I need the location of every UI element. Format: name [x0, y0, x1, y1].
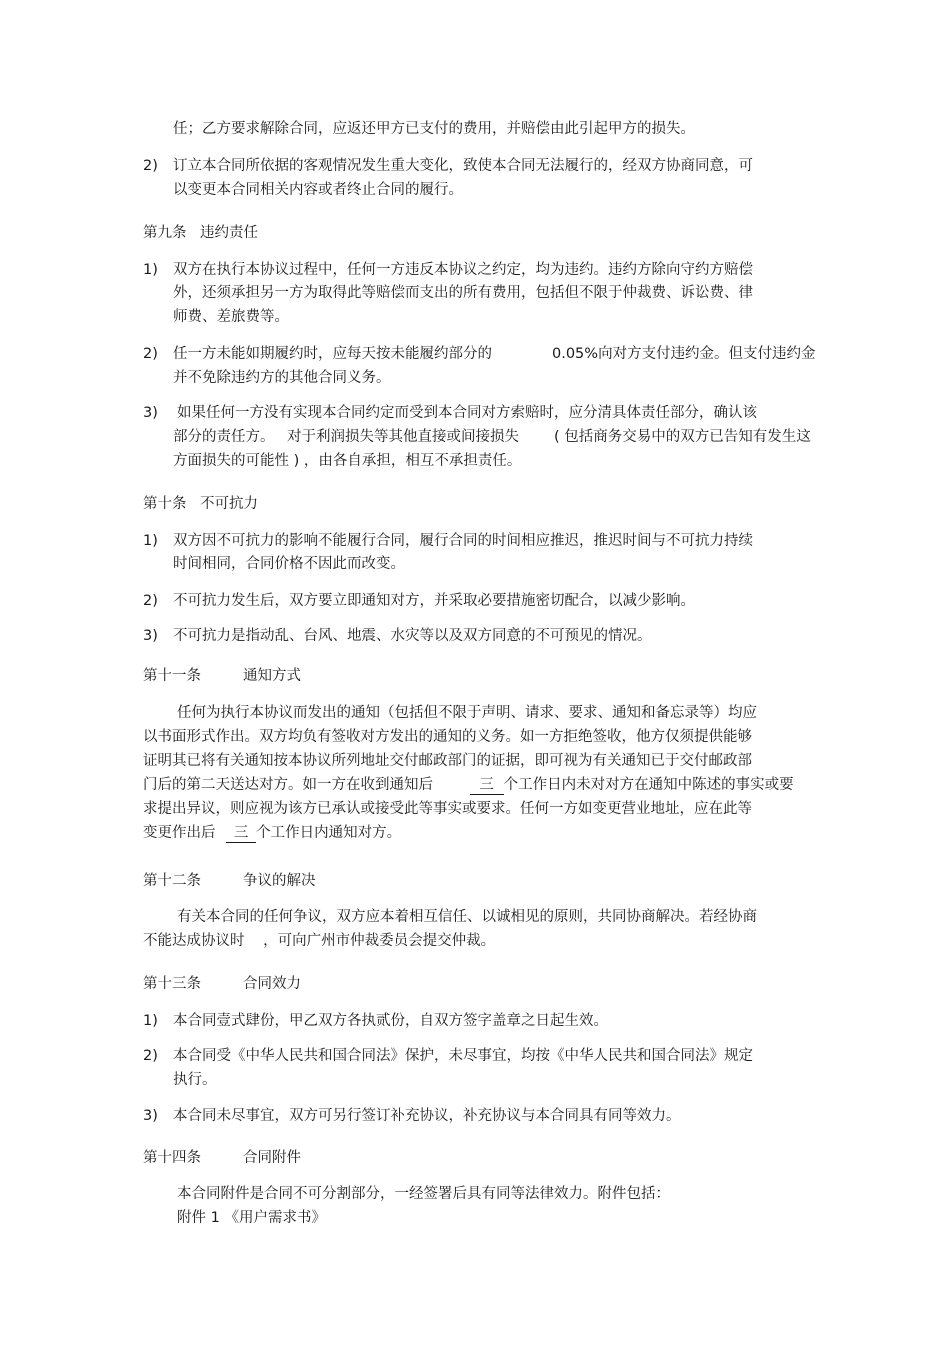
- section10-label: 第十条: [143, 496, 187, 512]
- section11-title: 通知方式: [243, 668, 301, 684]
- section9-item2-line2: 并不免除违约方的其他合同义务。: [173, 370, 391, 386]
- section11-line4-text-b: 个工作日内未对对方在通知中陈述的事实或要: [503, 777, 794, 793]
- section10-item1-line1: 双方因不可抗力的影响不能履行合同，履行合同的时间相应推迟，推迟时间与不可抗力持续: [173, 533, 753, 549]
- section9-label: 第九条: [143, 225, 187, 241]
- section10-item2-line1: 不可抗力发生后，双方要立即通知对方，并采取必要措施密切配合，以减少影响。: [173, 593, 695, 609]
- section8-item2-number: 2): [143, 158, 158, 174]
- section9-item2-line1b: 0.05%向对方支付违约金。但支付违约金: [552, 346, 816, 362]
- section11-line2: 以书面形式作出。双方均负有签收对方发出的通知的义务。如一方拒绝签收，他方仅须提供能够: [143, 729, 752, 745]
- section9-item2-number: 2): [143, 346, 158, 362]
- section11-line6-text-b: 个工作日内通知对方。: [256, 825, 402, 841]
- section11-line4: [143, 775, 794, 795]
- section11-line5: 求提出异议，则应视为该方已承认或接受此等事实或要求。任何一方如变更营业地址，应在此等: [143, 801, 752, 817]
- section11-label: 第十一条: [143, 668, 201, 684]
- section13-item2-number: 2): [143, 1048, 158, 1064]
- section14-label: 第十四条: [143, 1150, 201, 1166]
- section14-title: 合同附件: [243, 1150, 301, 1166]
- section13-item1-number: 1): [143, 1013, 158, 1029]
- section11-line6: [143, 823, 401, 843]
- section10-heading: [143, 494, 258, 514]
- section9-item1-line2: 外，还须承担另一方为取得此等赔偿而支出的所有费用，包括但不限于仲裁费、诉讼费、律: [173, 285, 753, 301]
- section8-continuation-line: 任；乙方要求解除合同，应返还甲方已支付的费用，并赔偿由此引起甲方的损失。: [173, 121, 695, 137]
- section12-title: 争议的解决: [243, 873, 316, 889]
- section9-item3-line2a: 部分的责任方。: [173, 429, 275, 445]
- section13-title: 合同效力: [243, 976, 301, 992]
- section13-item2-line2: 执行。: [173, 1072, 217, 1088]
- section12-line2: [143, 931, 495, 951]
- section10-item1-line2: 时间相同，合同价格不因此而改变。: [173, 556, 405, 572]
- section9-title: 违约责任: [200, 225, 258, 241]
- section9-item3-line2c: ( 包括商务交易中的双方已告知有发生这: [554, 429, 811, 445]
- section10-item3-number: 3): [143, 628, 158, 644]
- section13-label: 第十三条: [143, 976, 201, 992]
- section9-item3-number: 3): [143, 405, 158, 421]
- section9-item3-line3: 方面损失的可能性 ) ，由各自承担，相互不承担责任。: [173, 453, 522, 469]
- section10-item2-number: 2): [143, 593, 158, 609]
- section10-item1-number: 1): [143, 533, 158, 549]
- section13-item3-number: 3): [143, 1108, 158, 1124]
- section12-heading: [143, 871, 316, 891]
- section11-line6-text-a: 变更作出后: [143, 825, 216, 841]
- section14-heading: [143, 1148, 301, 1168]
- section11-line1: 任何为执行本协议而发出的通知（包括但不限于声明、请求、要求、通知和备忘录等）均应: [177, 705, 757, 721]
- section11-heading: [143, 666, 301, 686]
- section9-item3-line1: 如果任何一方没有实现本合同约定而受到本合同对方索赔时，应分清具体责任部分，确认该: [177, 405, 757, 421]
- section12-line2-text-a: 不能达成协议时: [143, 933, 245, 949]
- section9-heading: [143, 223, 258, 243]
- section12-line1: 有关本合同的任何争议，双方应本着相互信任、以诚相见的原则，共同协商解决。若经协商: [177, 909, 757, 925]
- section12-label: 第十二条: [143, 873, 201, 889]
- section9-item1-number: 1): [143, 262, 158, 278]
- section11-line3: 证明其已将有关通知按本协议所列地址交付邮政部门的证据，即可视为有关通知已于交付邮政部: [143, 753, 752, 769]
- section10-title: 不可抗力: [200, 496, 258, 512]
- section8-item2-line1: 订立本合同所依据的客观情况发生重大变化，致使本合同无法履行的，经双方协商同意，可: [173, 158, 753, 174]
- section13-item3-line1: 本合同未尽事宜，双方可另行签订补充协议，补充协议与本合同具有同等效力。: [173, 1108, 681, 1124]
- section14-attachment: 附件 1 《用户需求书》: [177, 1210, 326, 1226]
- section14-line1: 本合同附件是合同不可分割部分，一经签署后具有同等法律效力。附件包括：: [177, 1186, 670, 1202]
- section8-item2-line2: 以变更本合同相关内容或者终止合同的履行。: [173, 182, 463, 198]
- section13-item1-line1: 本合同壹式肆份，甲乙双方各执贰份，自双方签字盖章之日起生效。: [173, 1013, 608, 1029]
- section12-line2-text-b: ，可向广州市仲裁委员会提交仲裁。: [263, 933, 496, 949]
- section9-item3-line2b: 对于利润损失等其他直接或间接损失: [287, 429, 519, 445]
- section11-line4-blank: 三: [470, 776, 504, 795]
- section11-line4-text-a: 门后的第二天送达对方。如一方在收到通知后: [143, 777, 433, 793]
- section10-item3-line1: 不可抗力是指动乱、台风、地震、水灾等以及双方同意的不可预见的情况。: [173, 628, 652, 644]
- section9-item2-line1a: 任一方未能如期履约时，应每天按未能履约部分的: [173, 346, 492, 362]
- section13-heading: [143, 974, 301, 994]
- section9-item1-line3: 师费、差旅费等。: [173, 309, 289, 325]
- section9-item1-line1: 双方在执行本协议过程中，任何一方违反本协议之约定，均为违约。违约方除向守约方赔偿: [173, 262, 753, 278]
- section13-item2-line1: 本合同受《中华人民共和国合同法》保护，未尽事宜，均按《中华人民共和国合同法》规定: [173, 1048, 753, 1064]
- section11-line6-blank: 三: [226, 824, 256, 843]
